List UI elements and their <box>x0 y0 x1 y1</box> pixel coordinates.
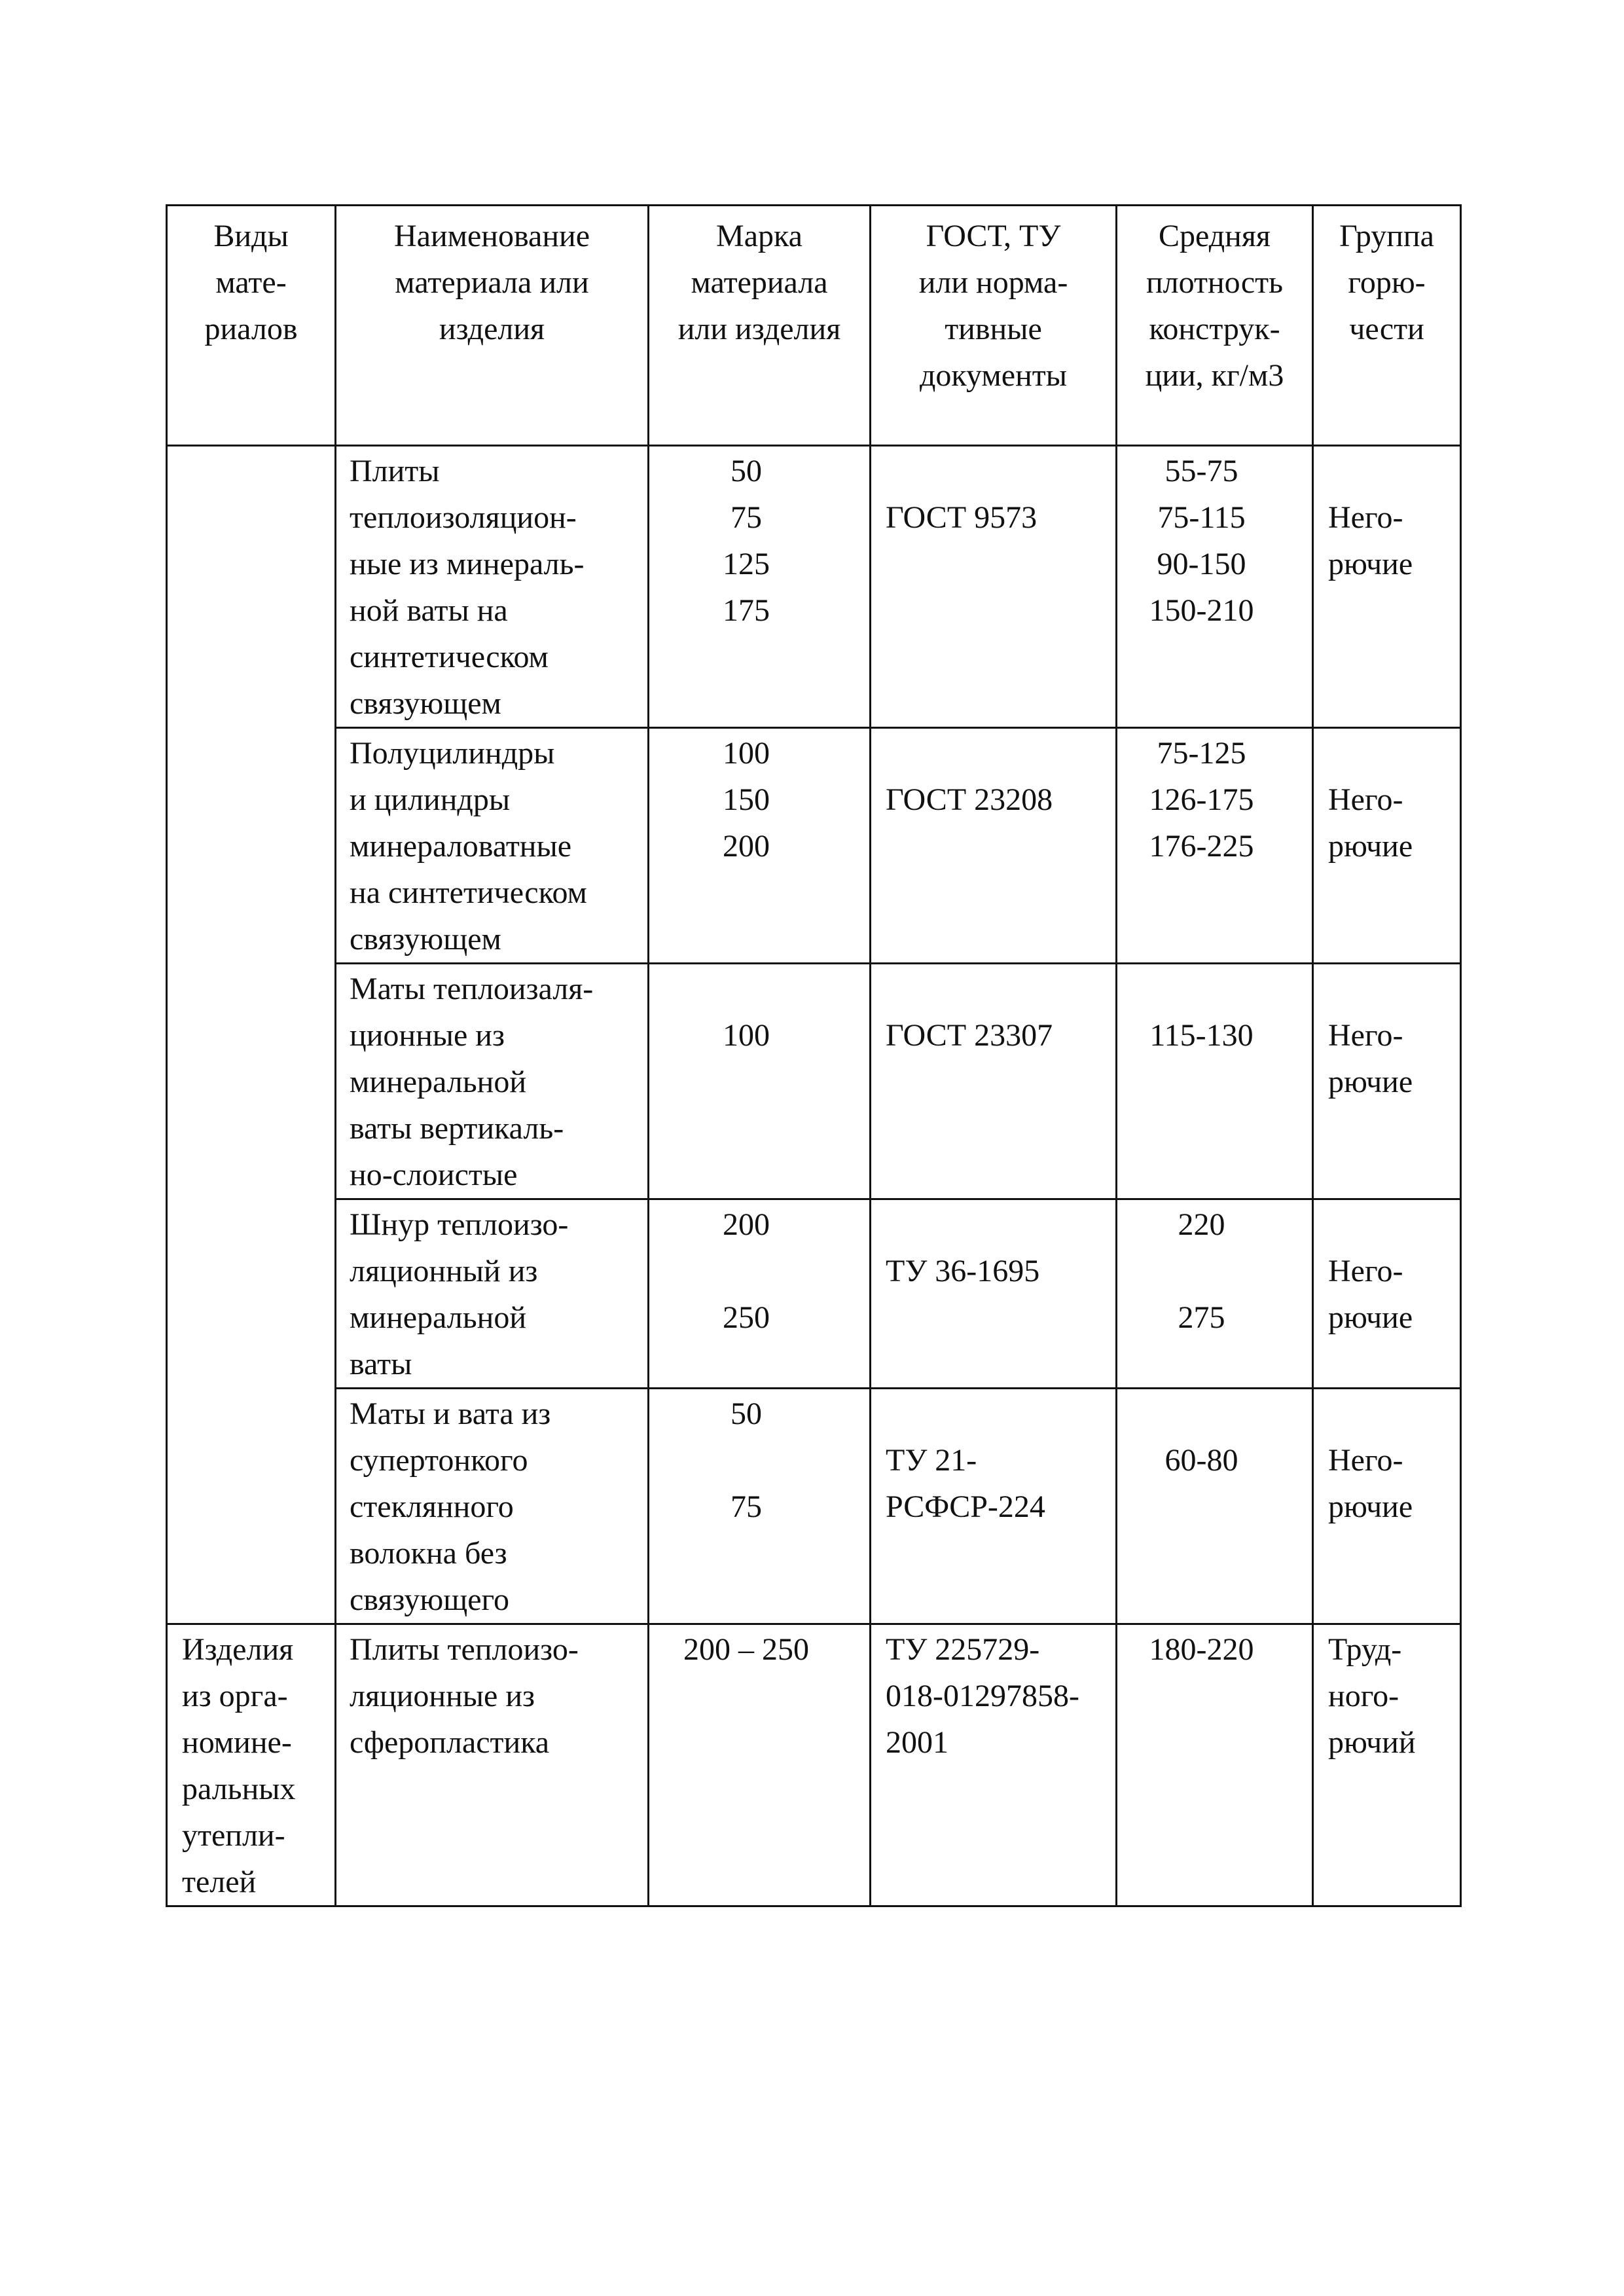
header-kind: Виды мате- риалов <box>167 206 336 446</box>
cell-group: Него- рючие <box>1313 728 1461 964</box>
cell-group: Него- рючие <box>1313 964 1461 1199</box>
cell-density: 75-125 126-175 176-225 <box>1117 728 1313 964</box>
table-row <box>167 1389 1461 1624</box>
table-row <box>167 964 1461 1199</box>
cell-density: 60-80 <box>1117 1389 1313 1624</box>
cell-density: 55-75 75-115 90-150 150-210 <box>1117 446 1313 728</box>
cell-gost: ТУ 36-1695 <box>871 1199 1117 1389</box>
header-group: Группа горю- чести <box>1313 206 1461 446</box>
cell-mark: 100 150 200 <box>649 728 871 964</box>
cell-name: Маты теплоизаля- ционные из минеральной ваты вертикаль- но-слоистые <box>336 964 649 1199</box>
cell-group: Труд- ного- рючий <box>1313 1624 1461 1906</box>
cell-gost: ГОСТ 23208 <box>871 728 1117 964</box>
cell-density: 220 275 <box>1117 1199 1313 1389</box>
cell-gost: ТУ 225729- 018-01297858- 2001 <box>871 1624 1117 1906</box>
cell-gost: ГОСТ 23307 <box>871 964 1117 1199</box>
cell-density: 180-220 <box>1117 1624 1313 1906</box>
cell-name: Шнур теплоизо- ляционный из минеральной ваты <box>336 1199 649 1389</box>
table-header-row <box>167 206 1461 446</box>
cell-group: Него- рючие <box>1313 446 1461 728</box>
cell-density: 115-130 <box>1117 964 1313 1199</box>
cell-mark: 50 75 125 175 <box>649 446 871 728</box>
header-density: Средняя плотность конструк- ции, кг/м3 <box>1117 206 1313 446</box>
cell-name: Маты и вата из супертонкого стеклянного волокна без связующего <box>336 1389 649 1624</box>
header-mark: Марка материала или изделия <box>649 206 871 446</box>
cell-mark: 50 75 <box>649 1389 871 1624</box>
table-row <box>167 1199 1461 1389</box>
cell-mark: 200 – 250 <box>649 1624 871 1906</box>
cell-name: Плиты теплоизо- ляционные из сферопластика <box>336 1624 649 1906</box>
cell-mark: 100 <box>649 964 871 1199</box>
header-gost: ГОСТ, ТУ или норма- тивные документы <box>871 206 1117 446</box>
materials-table <box>166 204 1462 1907</box>
header-name: Наименование материала или изделия <box>336 206 649 446</box>
cell-name: Полуцилиндры и цилиндры минераловатные на синтетическом связующем <box>336 728 649 964</box>
cell-gost: ГОСТ 9573 <box>871 446 1117 728</box>
cell-name: Плиты теплоизоляцион- ные из минераль- ной ваты на синтетическом связующем <box>336 446 649 728</box>
cell-gost: ТУ 21- РСФСР-224 <box>871 1389 1117 1624</box>
cell-kind: Изделия из орга- номине- ральных утепли- телей <box>167 1624 336 1906</box>
cell-group: Него- рючие <box>1313 1389 1461 1624</box>
cell-mark: 200 250 <box>649 1199 871 1389</box>
table-row <box>167 728 1461 964</box>
table-row <box>167 1624 1461 1906</box>
cell-kind <box>167 446 336 1624</box>
cell-group: Него- рючие <box>1313 1199 1461 1389</box>
table-row <box>167 446 1461 728</box>
